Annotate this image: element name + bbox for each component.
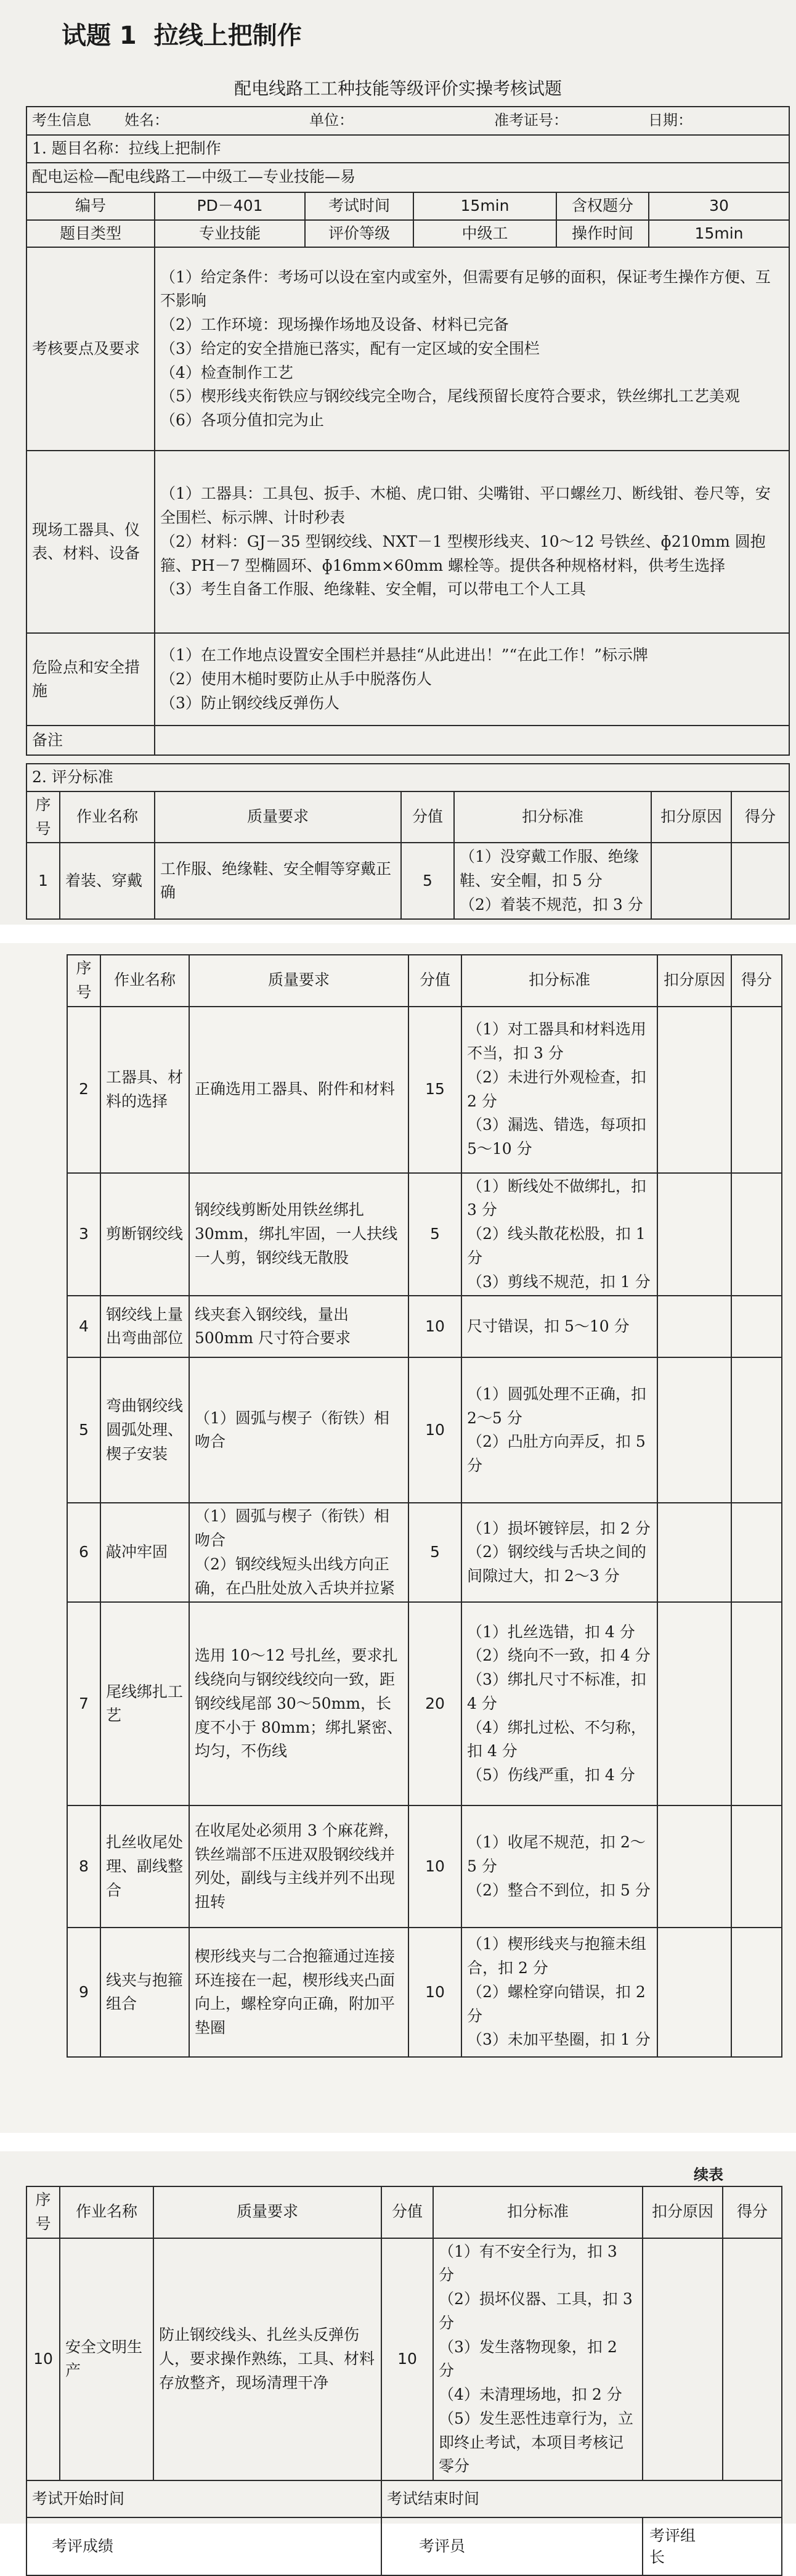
row-no: 4 (67, 1296, 100, 1357)
row-task-name: 剪断钢绞线 (100, 1173, 189, 1296)
row-quality: 防止钢绞线头、扎丝头反弹伤人，要求操作熟练，工具、材料存放整齐，现场清理干净 (153, 2238, 381, 2481)
row-result (731, 1928, 782, 2057)
danger-item: （2）使用木槌时要防止从手中脱落伤人 (160, 669, 432, 688)
quality-line: （1）圆弧与楔子（衔铁）相吻合 (195, 1409, 389, 1451)
danger-list (155, 633, 789, 726)
row-reason (657, 1602, 731, 1805)
tools-item: （1）工器具：工具包、扳手、木槌、虎口钳、尖嘴钳、平口螺丝刀、断线钳、卷尺等，安全围栏、标示牌、计时秒表 (160, 485, 771, 527)
op-time-label: 操作时间 (556, 220, 649, 248)
op-time-value: 15min (649, 220, 789, 248)
header-quality: 质量要求 (189, 955, 408, 1007)
task-path: 配电运检—配电线路工—中级工—专业技能—易 (26, 163, 789, 192)
row-score: 10 (408, 1296, 461, 1357)
header-result: 得分 (731, 791, 789, 843)
deduct-item: （2）线头散花松股，扣 1 分 (467, 1225, 646, 1267)
header-task: 作业名称 (60, 791, 155, 843)
row-result (731, 1173, 782, 1296)
requirements-row (26, 247, 789, 451)
type-value: 专业技能 (155, 220, 305, 248)
danger-row (26, 633, 789, 726)
deduct-item: （2）未进行外观检查，扣 2 分 (467, 1068, 646, 1110)
page-1 (0, 0, 796, 925)
requirement-item: （1）给定条件：考场可以设在室内或室外，但需要有足够的面积，保证考生操作方便、互不影响 (160, 268, 771, 310)
header-reason: 扣分原因 (657, 955, 731, 1007)
tools-list (155, 451, 789, 633)
table-row (67, 1805, 782, 1928)
row-result (731, 1503, 782, 1602)
row-no: 3 (67, 1173, 100, 1296)
row-score: 10 (408, 1357, 461, 1503)
header-reason: 扣分原因 (651, 791, 731, 843)
deduct-item: （1）收尾不规范，扣 2～5 分 (467, 1833, 646, 1875)
header-result: 得分 (731, 955, 782, 1007)
row-task-name: 工器具、材料的选择 (100, 1007, 189, 1173)
page-3 (0, 2151, 796, 2566)
row-score: 20 (408, 1602, 461, 1805)
row-deduct (461, 1503, 657, 1602)
row-deduct (454, 843, 651, 919)
row-quality: 工作服、绝缘鞋、安全帽等穿戴正确 (155, 843, 401, 919)
deduct-item: （3）漏选、错选，每项扣 5～10 分 (467, 1116, 646, 1158)
page-2 (0, 943, 796, 2133)
requirements-label: 考核要点及要求 (26, 247, 155, 451)
row-task-name: 钢绞线上量出弯曲部位 (100, 1296, 189, 1357)
name-label: 姓名： (124, 112, 169, 129)
table-row (67, 1173, 782, 1296)
deduct-item: （5）伤线严重，扣 4 分 (467, 1766, 635, 1785)
header-result: 得分 (723, 2186, 782, 2238)
table-row (67, 1928, 782, 2057)
row-deduct (461, 1928, 657, 2057)
table-row (67, 1296, 782, 1357)
code-label: 编号 (26, 192, 155, 220)
tools-label: 现场工器具、仪表、材料、设备 (26, 451, 155, 633)
deduct-item: （1）没穿戴工作服、绝缘鞋、安全帽，扣 5 分 (460, 848, 639, 889)
deduct-item: （1）损坏镀锌层，扣 2 分 (467, 1519, 651, 1537)
deduct-item: （1）楔形线夹与抱箍未组合，扣 2 分 (467, 1935, 646, 1977)
header-deduct: 扣分标准 (454, 791, 651, 843)
exam-subtitle: 配电线路工工种技能等级评价实操考核试题 (234, 78, 562, 99)
leader-label: 考评组长 (649, 2527, 696, 2566)
weight-value: 30 (649, 192, 789, 220)
scoring-header-row (26, 791, 789, 843)
row-task-name: 扎丝收尾处理、副线整合 (100, 1805, 189, 1928)
deduct-item: （5）发生恶性违章行为，立即终止考试，本项目考核记零分 (439, 2409, 633, 2476)
deduct-item: （1）有不安全行为，扣 3 分 (439, 2242, 617, 2284)
row-no: 5 (67, 1357, 100, 1503)
table-row (67, 1357, 782, 1503)
header-no: 序号 (67, 955, 100, 1007)
table-row (67, 1503, 782, 1602)
header-reason: 扣分原因 (643, 2186, 723, 2238)
row-no: 2 (67, 1007, 100, 1173)
deduct-item: （2）螺栓穿向错误，扣 2 分 (467, 1982, 646, 2025)
requirement-item: （6）各项分值扣完为止 (160, 411, 324, 430)
danger-item: （1）在工作地点设置安全围栏并悬挂“从此进出！”“在此工作！”标示牌 (160, 646, 649, 664)
table-row (67, 1007, 782, 1173)
row-reason (657, 1928, 731, 2057)
type-row (26, 220, 789, 248)
header-no: 序号 (26, 2186, 60, 2238)
quality-line: （2）钢绞线短头出线方向正确，在凸肚处放入舌块并拉紧 (195, 1555, 396, 1597)
remark-row (26, 726, 789, 755)
scoring-table-page1 (26, 763, 790, 920)
exam-info-table (26, 106, 790, 756)
row-deduct (461, 1602, 657, 1805)
deduct-item: （2）钢绞线与舌块之间的间隙过大，扣 2～3 分 (467, 1543, 646, 1585)
question-title (62, 16, 319, 51)
row-task-name: 敲冲牢固 (100, 1503, 189, 1602)
row-task-name: 着装、穿戴 (60, 843, 155, 919)
signature-row (26, 2517, 782, 2575)
exam-start-label: 考试开始时间 (26, 2480, 381, 2517)
row-reason (643, 2238, 723, 2481)
requirements-list (155, 247, 789, 451)
requirement-item: （4）检查制作工艺 (160, 363, 293, 382)
tools-item: （3）考生自备工作服、绝缘鞋、安全帽，可以带电工个人工具 (160, 580, 586, 599)
row-score: 5 (408, 1503, 461, 1602)
row-task-name: 线夹与抱箍组合 (100, 1928, 189, 2057)
scoring-header-row (26, 2186, 782, 2238)
row-task-name: 安全文明生产 (60, 2238, 153, 2481)
row-result (731, 1602, 782, 1805)
deduct-item: （3）未加平垫圈，扣 1 分 (467, 2030, 651, 2049)
header-score: 分值 (408, 955, 461, 1007)
row-deduct (461, 1805, 657, 1928)
deduct-item: （1）断线处不做绑扎，扣 3 分 (467, 1177, 646, 1219)
row-score: 10 (408, 1805, 461, 1928)
deduct-item: （2）着装不规范，扣 3 分 (460, 895, 643, 914)
table-row (26, 2238, 782, 2481)
row-score: 5 (401, 843, 454, 919)
row-no: 1 (26, 843, 60, 919)
candidate-info-row (26, 107, 789, 135)
row-no: 9 (67, 1928, 100, 2057)
danger-item: （3）防止钢绞线反弹伤人 (160, 693, 339, 712)
row-reason (657, 1173, 731, 1296)
tools-row (26, 451, 789, 633)
row-result (731, 1007, 782, 1173)
deduct-item: （4）绑扎过松、不匀称，扣 4 分 (467, 1718, 646, 1760)
remark-label: 备注 (26, 726, 155, 755)
code-row (26, 192, 789, 220)
exam-time-label: 考试时间 (305, 192, 413, 220)
leader-cell (643, 2517, 782, 2575)
cert-number-label: 准考证号： (494, 112, 568, 129)
requirement-item: （2）工作环境：现场操作场地及设备、材料已完备 (160, 316, 509, 334)
row-quality (189, 1503, 408, 1602)
unit-label: 单位： (309, 112, 354, 129)
row-deduct (461, 1357, 657, 1503)
row-result (731, 1357, 782, 1503)
row-deduct (461, 1173, 657, 1296)
code-value: PD－401 (155, 192, 305, 220)
header-task: 作业名称 (60, 2186, 153, 2238)
row-quality: 在收尾处必须用 3 个麻花辫，铁丝端部不压进双股钢绞线并列处，副线与主线并列不出现扭转 (189, 1805, 408, 1928)
row-reason (657, 1296, 731, 1357)
danger-label: 危险点和安全措施 (26, 633, 155, 726)
candidate-info-label: 考生信息 (32, 112, 91, 129)
quality-line: （1）圆弧与楔子（衔铁）相吻合 (195, 1507, 389, 1549)
tools-item: （2）材料：GJ－35 型钢绞线、NXT－1 型楔形线夹、10～12 号铁丝、ɸ210mm 圆抱箍、PH－7 型椭圆环、ɸ16mm×60mm 螺栓等。提供各种规格材料，供考生选择 (160, 532, 766, 574)
continued-label: 续表 (694, 2166, 723, 2183)
deduct-item: （1）对工器具和材料选用不当，扣 3 分 (467, 1020, 646, 1062)
row-deduct (461, 1007, 657, 1173)
header-quality: 质量要求 (153, 2186, 381, 2238)
remark-value (155, 726, 789, 755)
result-label: 考评成绩 (26, 2517, 381, 2575)
row-quality: 线夹套入钢绞线，量出 500mm 尺寸符合要求 (189, 1296, 408, 1357)
weight-label: 含权题分 (556, 192, 649, 220)
scoring-table-page3 (26, 2186, 782, 2576)
header-quality: 质量要求 (155, 791, 401, 843)
row-quality: 钢绞线剪断处用铁丝绑扎 30mm，绑扎牢固，一人扶线一人剪，钢绞线无散股 (189, 1173, 408, 1296)
row-score: 10 (381, 2238, 433, 2481)
scoring-table-page2 (67, 954, 782, 2058)
deduct-item: （2）损坏仪器、工具，扣 3 分 (439, 2290, 633, 2332)
row-result (731, 1805, 782, 1928)
row-no: 10 (26, 2238, 60, 2481)
deduct-item: （3）剪线不规范，扣 1 分 (467, 1272, 651, 1291)
row-score: 15 (408, 1007, 461, 1173)
row-score: 10 (408, 1928, 461, 2057)
row-score: 5 (408, 1173, 461, 1296)
row-result (723, 2238, 782, 2481)
deduct-item: （2）绕向不一致，扣 4 分 (467, 1646, 651, 1665)
row-deduct (461, 1296, 657, 1357)
section2-heading: 2. 评分标准 (26, 764, 789, 791)
row-task-name: 尾线绑扎工艺 (100, 1602, 189, 1805)
deduct-item: （4）未清理场地，扣 2 分 (439, 2386, 622, 2403)
row-task-name: 弯曲钢绞线圆弧处理、楔子安装 (100, 1357, 189, 1503)
row-quality: 楔形线夹与二合抱箍通过连接环连接在一起，楔形线夹凸面向上，螺栓穿向正确，附加平垫圈 (189, 1928, 408, 2057)
exam-time-row (26, 2480, 782, 2517)
row-no: 8 (67, 1805, 100, 1928)
row-reason (651, 843, 731, 919)
header-task: 作业名称 (100, 955, 189, 1007)
question-number: 试题 1 (62, 22, 137, 50)
deduct-item: （2）凸肚方向弄反，扣 5 分 (467, 1433, 646, 1474)
header-deduct: 扣分标准 (461, 955, 657, 1007)
deduct-item: （1）扎丝选错，扣 4 分 (467, 1622, 635, 1641)
table-row (67, 1602, 782, 1805)
requirement-item: （5）楔形线夹衔铁应与钢绞线完全吻合，尾线预留长度符合要求，铁丝绑扎工艺美观 (160, 387, 740, 406)
row-no: 7 (67, 1602, 100, 1805)
requirement-item: （3）给定的安全措施已落实，配有一定区域的安全围栏 (160, 339, 540, 358)
exam-time-value: 15min (413, 192, 556, 220)
question-name: 拉线上把制作 (153, 22, 302, 50)
row-quality: 选用 10～12 号扎丝，要求扎线绕向与钢绞线绞向一致，距钢绞线尾部 30～50mm，长度不小于 80mm；绑扎紧密、均匀，不伤线 (189, 1602, 408, 1805)
row-quality: 正确选用工器具、附件和材料 (189, 1007, 408, 1173)
table-row (26, 843, 789, 919)
header-deduct: 扣分标准 (433, 2186, 643, 2238)
level-value: 中级工 (413, 220, 556, 248)
row-reason (657, 1357, 731, 1503)
deduct-item: （2）整合不到位，扣 5 分 (467, 1881, 651, 1899)
row-result (731, 1296, 782, 1357)
row-quality (189, 1357, 408, 1503)
header-score: 分值 (381, 2186, 433, 2238)
header-no: 序号 (26, 791, 60, 843)
row-no: 6 (67, 1503, 100, 1602)
level-label: 评价等级 (305, 220, 413, 248)
type-label: 题目类型 (26, 220, 155, 248)
deduct-item: （3）绑扎尺寸不标准，扣 4 分 (467, 1670, 646, 1712)
examiner-label: 考评员 (381, 2517, 643, 2575)
deduct-item: （1）圆弧处理不正确，扣 2～5 分 (467, 1384, 646, 1427)
date-label: 日期： (648, 112, 692, 129)
deduct-item: （3）发生落物现象，扣 2 分 (439, 2337, 617, 2380)
row-reason (657, 1805, 731, 1928)
header-score: 分值 (401, 791, 454, 843)
scoring-header-row (67, 955, 782, 1007)
deduct-item: 尺寸错误，扣 5～10 分 (467, 1317, 630, 1335)
row-reason (657, 1503, 731, 1602)
section1-heading: 1. 题目名称：拉线上把制作 (26, 135, 789, 163)
row-deduct (433, 2238, 643, 2481)
exam-end-label: 考试结束时间 (381, 2480, 782, 2517)
row-result (731, 843, 789, 919)
row-reason (657, 1007, 731, 1173)
